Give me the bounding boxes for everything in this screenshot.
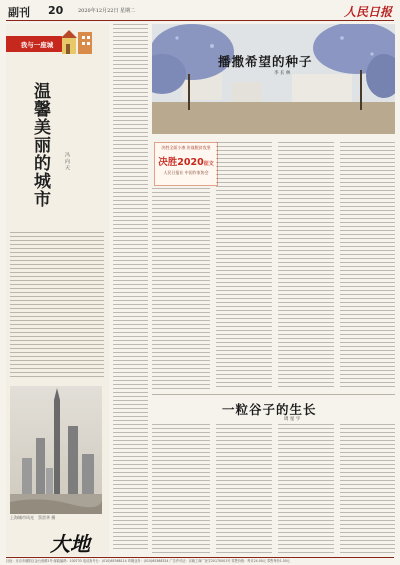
city-photo-caption: 上海城市风光 蔡雷华 摄 [10,515,56,520]
left-article-title: 温馨美丽的城市 [30,82,50,208]
column-banner: 我与一座城 [6,36,68,52]
campus-trees-photo [152,24,395,134]
page-footer: 社址：北京市朝阳区金台西路2号 邮政编码：100733 电话查号台：(010)65368114 印刷业务：(010)65368324 广告许可证：京朝工商广登字20170001号 零售价格：每月24.00元 零售每份1.50元 [6,557,394,564]
main-article-title: 播撒希望的种子 [218,54,313,69]
newspaper-logo: 人民日报 [343,5,392,19]
issue-date: 2020年12月22日 星期二 [78,8,136,14]
page-number: 20 [48,4,64,17]
main-text-col-2 [216,142,272,390]
grain-text-col-3 [278,424,334,554]
grain-article-title: 一粒谷子的生长 [222,402,317,417]
main-text-col-4 [340,142,395,390]
masthead [6,4,394,21]
main-text-col-1 [152,188,210,390]
award-headline [157,154,215,168]
main-text-col-3 [278,142,334,390]
essay-contest-badge [154,142,218,186]
section-title: 副刊 [8,6,30,19]
middle-column-text [113,24,148,552]
house-illustration-icon [60,26,96,56]
left-article-byline: 冯 向 天 [64,152,70,171]
main-article-byline: 李 长 林 [274,71,291,76]
grain-text-col-4 [340,424,395,554]
award-headline-text: 决胜2020 [158,157,204,168]
section-divider [152,394,395,395]
award-headline-suffix: 征文 [203,161,214,167]
city-skyline-photo [10,386,102,514]
grain-text-col-2 [216,424,272,554]
grain-article-byline: 周 星 宇 [284,417,301,422]
award-caption: 人民日报社 中国作家协会 [163,170,209,175]
left-article-body [10,232,104,380]
supplement-name: 大地 [50,532,90,556]
grain-text-col-1 [152,424,210,554]
award-subtitle: 决胜全面小康 决战脱贫攻坚 [161,145,211,150]
